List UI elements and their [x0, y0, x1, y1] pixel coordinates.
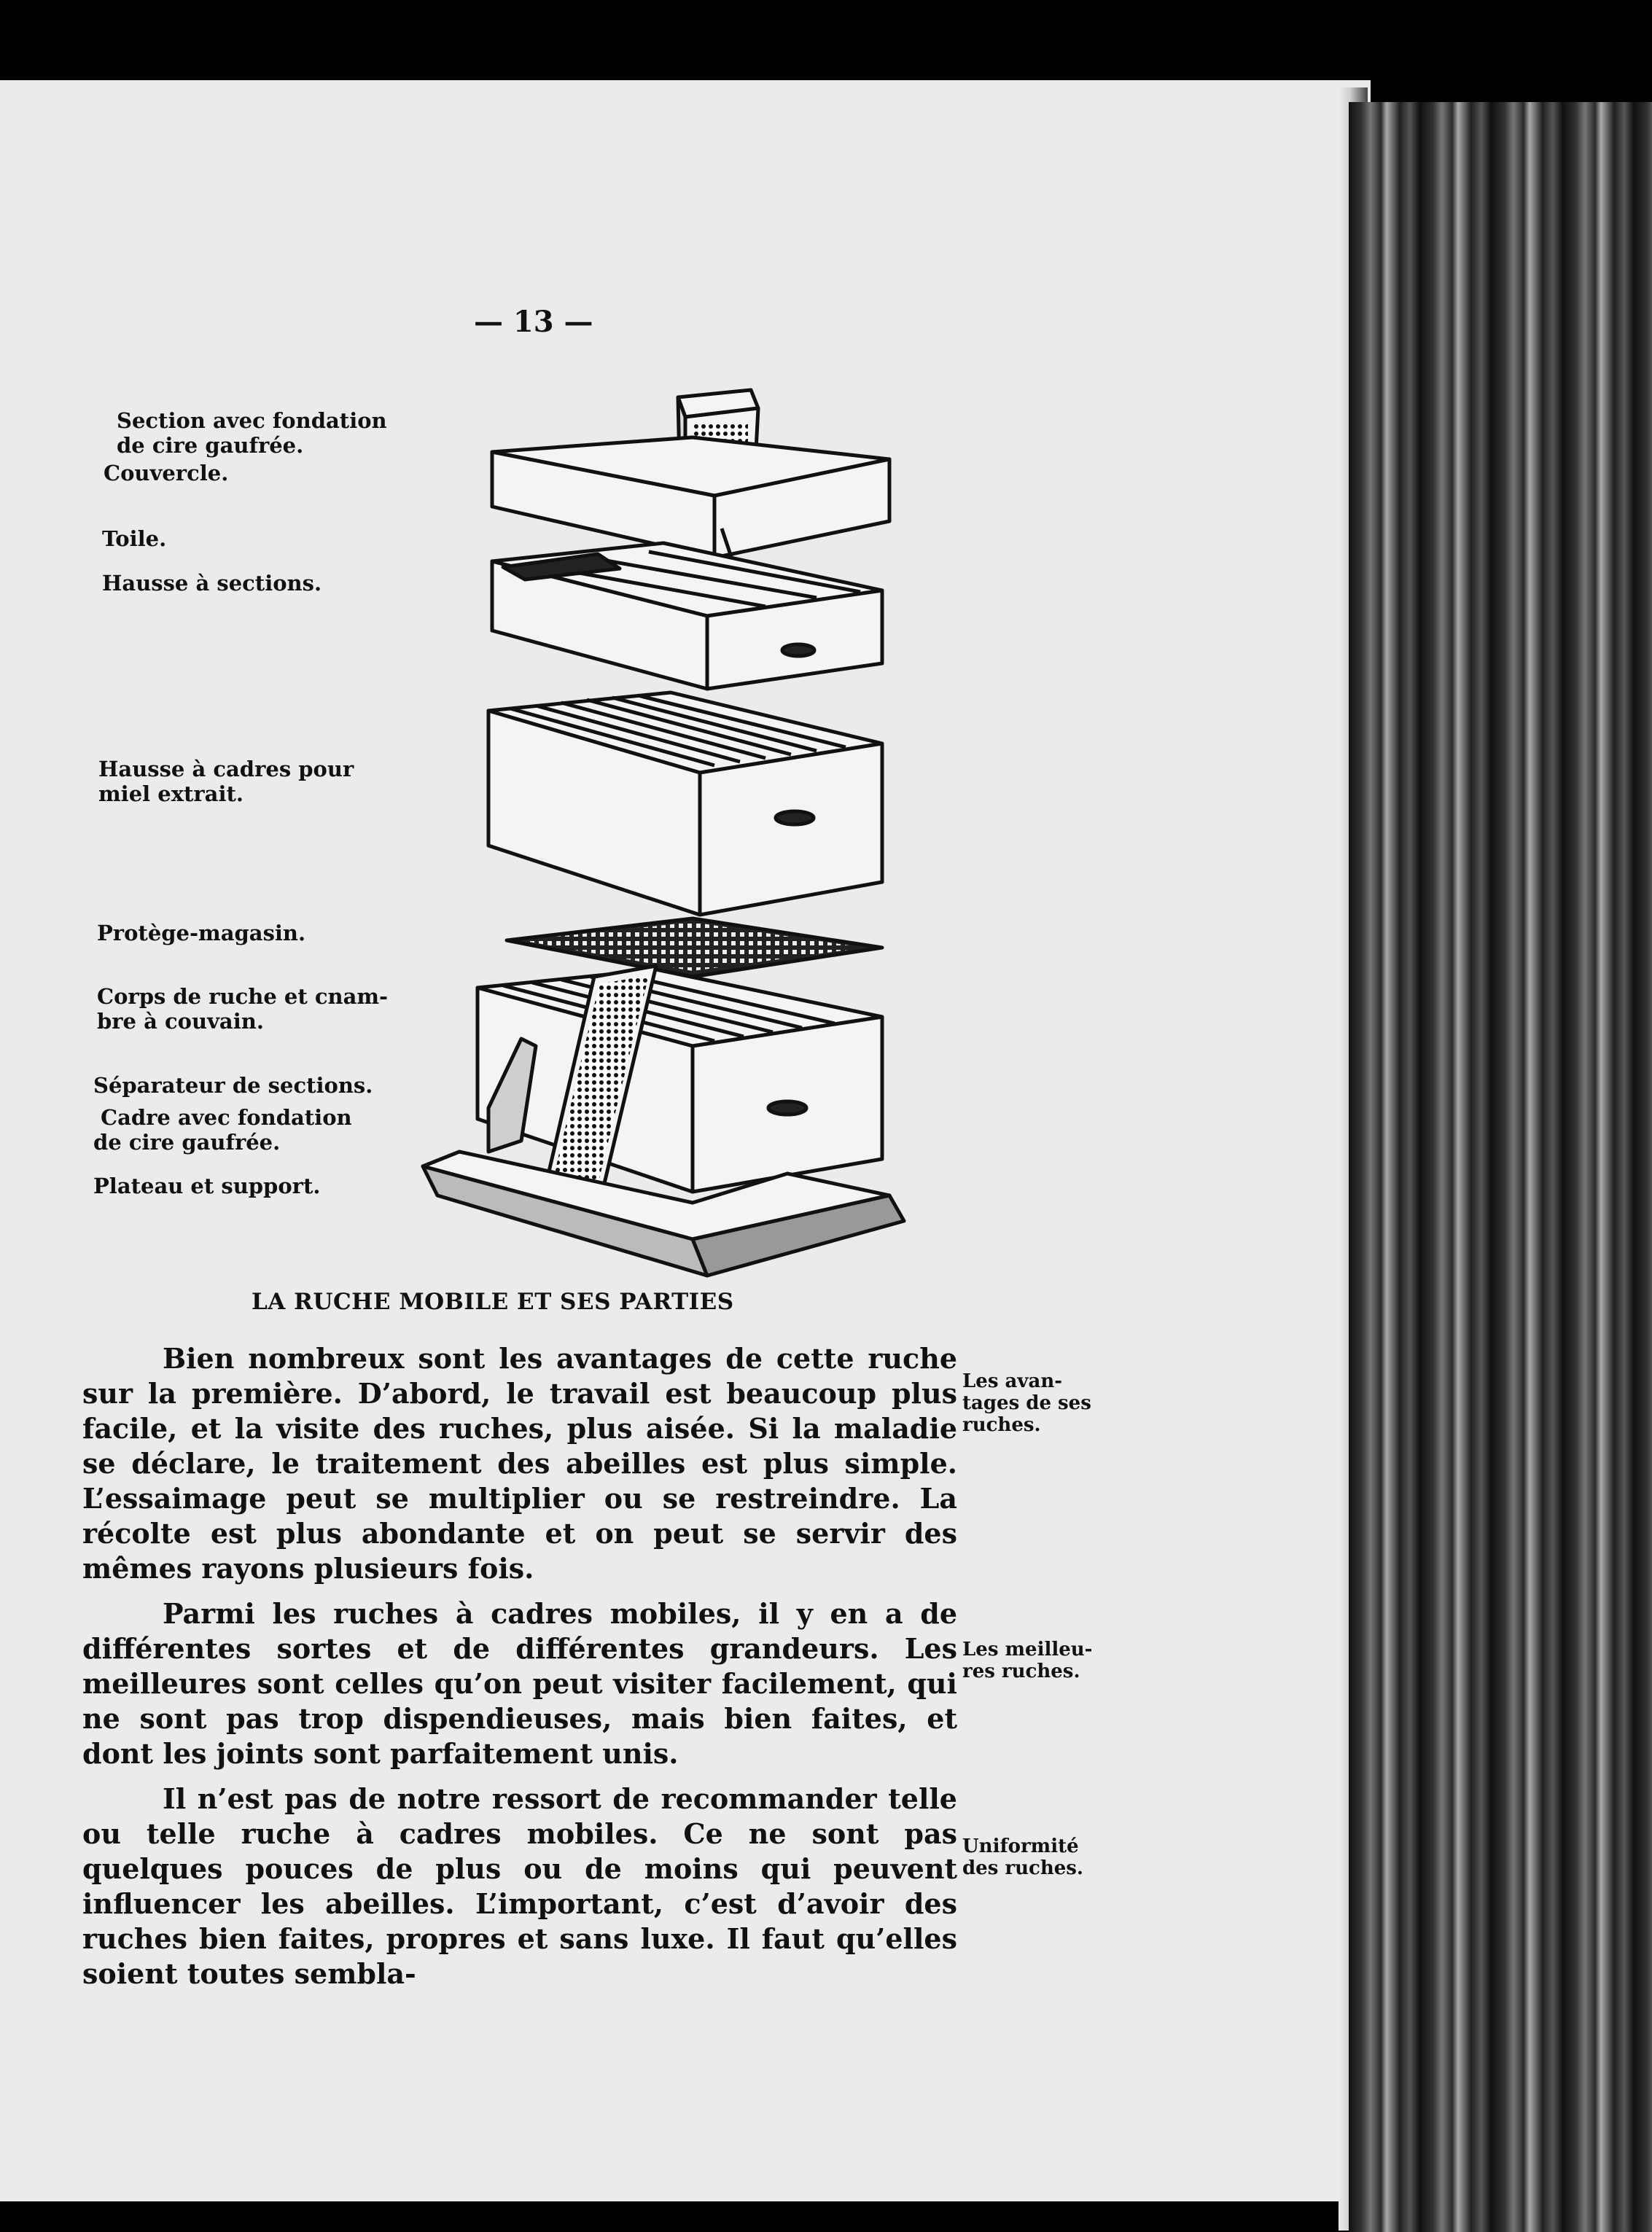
- margin-note-line: res ruches.: [962, 1661, 1080, 1682]
- label-hausse-cadres: [98, 757, 354, 806]
- queen-excluder-icon: [507, 918, 882, 977]
- margin-note-line: Les avan-: [962, 1370, 1063, 1392]
- brood-chamber-icon: [478, 969, 882, 1192]
- section-super-icon: [492, 543, 882, 689]
- label-plateau: Plateau et support.: [93, 1174, 321, 1198]
- label-hausse-sections: Hausse à sections.: [102, 571, 322, 596]
- label-line: miel extrait.: [98, 781, 243, 806]
- body-text: [82, 1341, 957, 2002]
- margin-note-line: des ruches.: [962, 1857, 1083, 1879]
- label-separateur: Séparateur de sections.: [93, 1073, 373, 1098]
- label-line: Section avec fondation: [117, 408, 387, 433]
- label-line: de cire gaufrée.: [93, 1130, 281, 1155]
- page-number: — 13 —: [474, 305, 593, 339]
- label-corps-ruche: [97, 984, 388, 1034]
- label-line: de cire gaufrée.: [117, 433, 304, 458]
- label-couvercle: Couvercle.: [104, 461, 229, 485]
- label-toile: Toile.: [102, 526, 167, 551]
- label-line: Corps de ruche et cnam-: [97, 984, 389, 1009]
- margin-note-line: Les meilleu-: [962, 1639, 1093, 1661]
- label-cadre-fondation: [93, 1105, 352, 1155]
- label-line: Cadre avec fondation: [101, 1105, 352, 1130]
- label-line: Hausse à cadres pour: [98, 757, 354, 781]
- extracting-super-icon: [488, 692, 882, 915]
- label-protege-magasin: Protège-magasin.: [97, 921, 306, 945]
- figure-caption: LA RUCHE MOBILE ET SES PARTIES: [252, 1289, 734, 1315]
- paragraph-3: Il n’est pas de notre ressort de recommander telle ou telle ruche à cadres mobiles. Ce ne sont pas quelques pouces de plus ou de moins qui peuvent influencer les abeilles. L’important, c’est d’avoir des ruches bien faites, propres et sans luxe. Il faut qu’elles soient toutes sembla-: [82, 1782, 957, 1990]
- margin-note-line: Uniformité: [962, 1835, 1079, 1857]
- margin-note-avantages: [962, 1370, 1123, 1436]
- paragraph-1: Bien nombreux sont les avantages de cette ruche sur la première. D’abord, le travail est beaucoup plus facile, et la visite des ruches, plus aisée. Si la maladie se déclare, le traitement des abeilles est plus simple. L’essaimage peut se multiplier ou se restreindre. La récolte est plus abondante et on peut se servir des mêmes rayons plusieurs fois.: [82, 1342, 957, 1585]
- label-section-fondation: [117, 408, 387, 458]
- margin-note-meilleures: [962, 1639, 1123, 1682]
- label-line: bre à couvain.: [97, 1009, 264, 1034]
- book-spine: [1349, 102, 1652, 2232]
- beehive-illustration: [379, 379, 977, 1290]
- margin-note-line: tages de ses: [962, 1392, 1091, 1414]
- margin-note-line: ruches.: [962, 1414, 1041, 1436]
- margin-note-uniformite: [962, 1835, 1123, 1879]
- paragraph-2: Parmi les ruches à cadres mobiles, il y en a de différentes sortes et de différentes grandeurs. Les meilleures sont celles qu’on peut visiter facilement, qui ne sont pas trop dispendieuses, mais bien faites, et dont les joints sont parfaitement unis.: [82, 1597, 957, 1770]
